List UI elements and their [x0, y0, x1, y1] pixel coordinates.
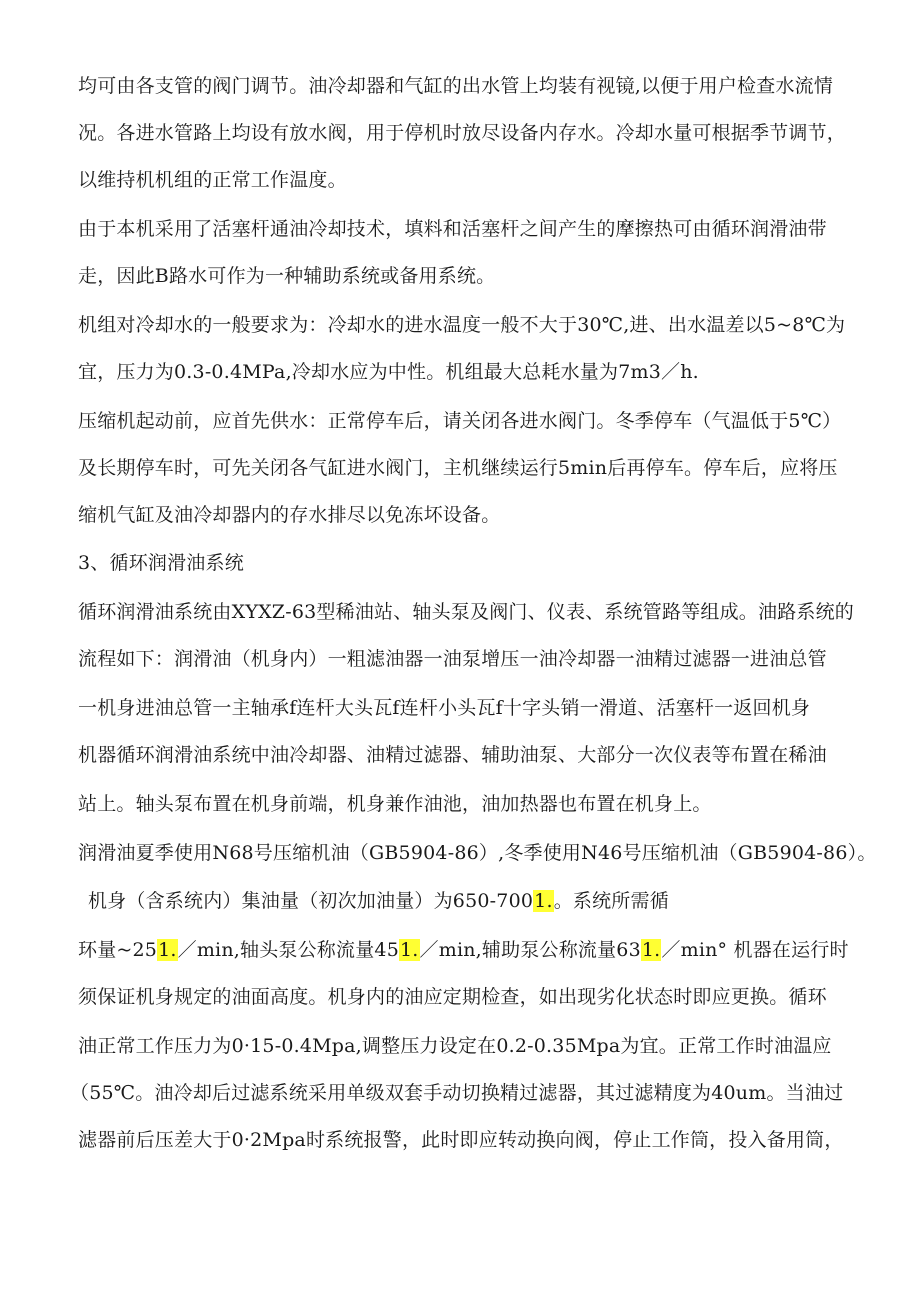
line-text: ／min° 机器在运行时 — [661, 939, 849, 961]
highlight-mark: 1. — [641, 939, 661, 961]
paragraph-line: 机器循环润滑油系统中油冷却器、油精过滤器、辅助油泵、大部分一次仪表等布置在稀油 — [78, 744, 827, 766]
paragraph-line: 均可由各支管的阀门调节。油冷却器和气缸的出水管上均装有视镜,以便于用户检查水流情 — [78, 75, 834, 97]
line-text: 机身（含系统内）集油量（初次加油量）为650-700 — [88, 890, 534, 912]
paragraph-line: 由于本机采用了活塞杆通油冷却技术，填料和活塞杆之间产生的摩擦热可由循环润滑油带 — [78, 218, 827, 240]
paragraph-line: 机组对冷却水的一般要求为：冷却水的进水温度一般不大于30℃,进、出水温差以5~8℃为 — [78, 314, 846, 336]
paragraph-line: 油正常工作压力为0·15-0.4Mpa,调整压力设定在0.2-0.35Mpa为宜。正常工作时油温应 — [78, 1035, 832, 1057]
paragraph-line: 循环润滑油系统由XYXZ-63型稀油站、轴头泵及阀门、仪表、系统管路等组成。油路系统的 — [78, 601, 854, 623]
paragraph-line: 滤器前后压差大于0·2Mpa时系统报警，此时即应转动换向阀，停止工作筒，投入备用筒， — [78, 1129, 844, 1151]
paragraph-line: 须保证机身规定的油面高度。机身内的油应定期检查，如出现劣化状态时即应更换。循环 — [78, 986, 827, 1008]
line-text: 环量~25 — [78, 939, 158, 961]
highlight-mark: 1. — [400, 939, 419, 961]
paragraph-line: 走，因此B路水可作为一种辅助系统或备用系统。 — [78, 265, 496, 287]
paragraph-line: （55℃。油冷却后过滤系统采用单级双套手动切换精过滤器，其过滤精度为40um。当油过 — [70, 1082, 844, 1104]
line-text: ／min,轴头泵公称流量45 — [177, 939, 399, 961]
paragraph-line: 压缩机起动前，应首先供水：正常停车后，请关闭各进水阀门。冬季停车（气温低于5℃） — [78, 410, 842, 432]
paragraph-line — [88, 889, 669, 913]
paragraph-line: 一机身进油总管一主轴承f连杆大头瓦f连杆小头瓦f十字头销一滑道、活塞杆一返回机身 — [78, 697, 811, 719]
highlight-mark: 1. — [534, 890, 553, 912]
paragraph-line: 及长期停车时，可先关闭各气缸进水阀门，主机继续运行5min后再停车。停车后，应将压 — [78, 457, 838, 479]
paragraph-line: 站上。轴头泵布置在机身前端，机身兼作油池，油加热器也布置在机身上。 — [78, 793, 712, 815]
paragraph-line: 缩机气缸及油冷却器内的存水排尽以免冻坏设备。 — [78, 504, 501, 526]
paragraph-line: 流程如下：润滑油（机身内）一粗滤油器一油泵增压一油冷却器一油精过滤器一进油总管 — [78, 648, 827, 670]
line-text: 。系统所需循 — [553, 890, 669, 912]
line-text: ／min,辅助泵公称流量63 — [419, 939, 641, 961]
paragraph-line: 况。各进水管路上均设有放水阀，用于停机时放尽设备内存水。冷却水量可根据季节调节， — [78, 122, 847, 144]
highlight-mark: 1. — [158, 939, 177, 961]
section-heading: 3、循环润滑油系统 — [78, 552, 244, 574]
paragraph-line: 以维持机机组的正常工作温度。 — [78, 169, 347, 191]
paragraph-line: 宜，压力为0.3-0.4MPa,冷却水应为中性。机组最大总耗水量为7m3／h. — [78, 361, 699, 383]
paragraph-line — [78, 938, 849, 962]
paragraph-line: 润滑油夏季使用N68号压缩机油（GB5904-86）,冬季使用N46号压缩机油（GB5904-86）。 — [78, 842, 877, 864]
